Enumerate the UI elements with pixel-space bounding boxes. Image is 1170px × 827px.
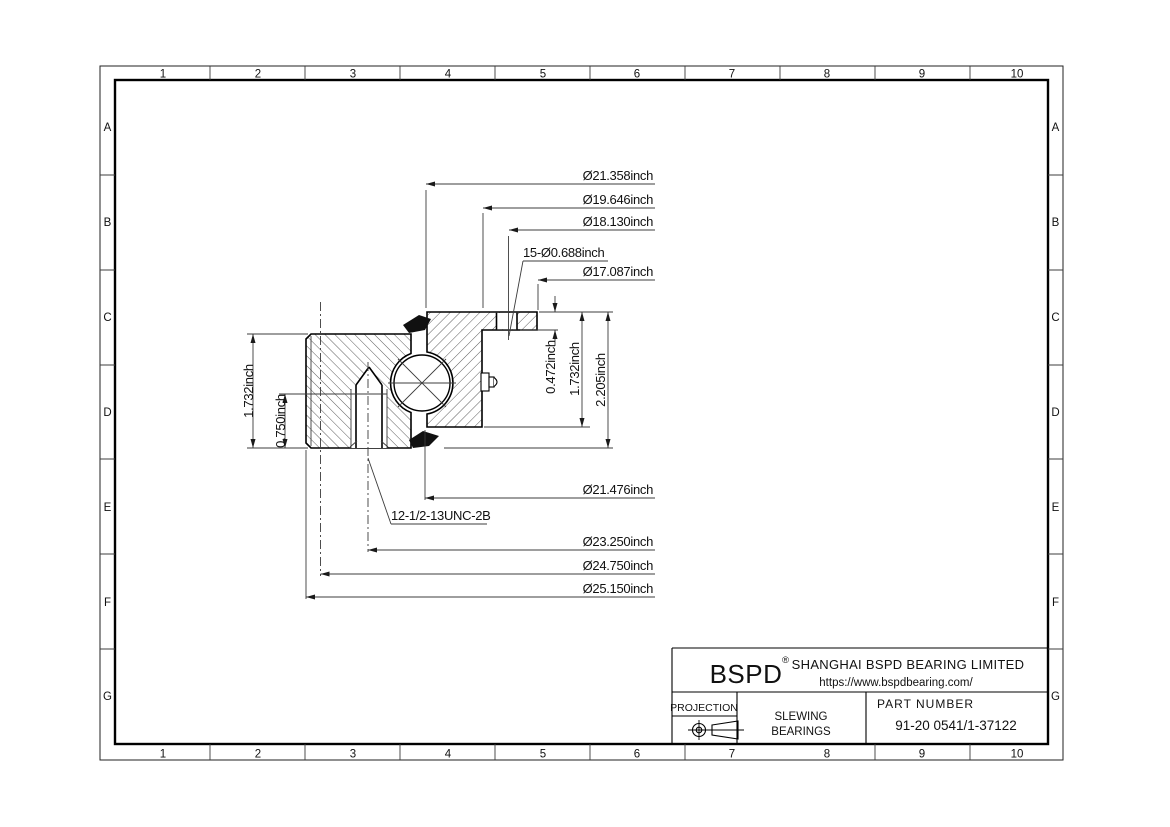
dimension-label-bore: Ø17.087inch (582, 264, 653, 279)
dimension-label-thread-spec: 12-1/2-13UNC-2B (391, 508, 491, 523)
grid-row-label: G (1051, 691, 1060, 703)
grid-row-label: E (1051, 502, 1060, 514)
dimension-label-bottom-raceway: Ø21.476inch (582, 482, 653, 497)
grid-column-label: 2 (254, 748, 262, 761)
dimension-label-inner-height: 1.732inch (567, 342, 582, 396)
dimension-label-thread-depth: 0.750inch (273, 394, 288, 448)
grid-row-label: A (103, 122, 112, 134)
grid-row-label: E (103, 502, 112, 514)
grid-row-label: A (1051, 122, 1060, 134)
part-number-label: PART NUMBER (877, 697, 975, 711)
dimension-label-thread-circle: Ø23.250inch (582, 534, 653, 549)
projection-label: PROJECTION (670, 702, 738, 714)
grid-row-label: F (1051, 597, 1060, 609)
grid-column-label: 8 (823, 68, 831, 81)
grease-fitting (481, 373, 497, 391)
company-name: SHANGHAI BSPD BEARING LIMITED (791, 657, 1025, 672)
grid-row-label: D (103, 407, 112, 419)
grid-row-label: D (1051, 407, 1060, 419)
grid-column-label: 1 (159, 68, 167, 81)
dimension-label-total-height: 2.205inch (593, 353, 608, 407)
grid-column-label: 4 (444, 748, 452, 761)
registered-trademark-icon: ® (782, 655, 789, 666)
part-number-value: 91-20 0541/1-37122 (895, 718, 1017, 733)
grid-row-label: C (103, 312, 112, 324)
grid-column-label: 10 (1010, 68, 1024, 81)
company-logo: BSPD (709, 659, 783, 689)
bearing-cross-section (306, 236, 537, 576)
grid-column-label: 10 (1010, 748, 1024, 761)
grid-column-label: 2 (254, 68, 262, 81)
dimension-label-mount-holes: 15-Ø0.688inch (523, 245, 605, 260)
first-angle-projection-icon (688, 720, 744, 740)
grid-column-label: 6 (633, 748, 641, 761)
grid-column-label: 6 (633, 68, 641, 81)
grid-column-label: 5 (539, 68, 547, 81)
grid-row-label: C (1051, 312, 1060, 324)
grid-row-label: F (103, 597, 112, 609)
grid-row-label: B (103, 217, 112, 229)
grid-column-label: 7 (728, 68, 736, 81)
dimension-lines-bottom (306, 458, 655, 597)
grid-column-label: 8 (823, 748, 831, 761)
dimension-label-flange-od: Ø19.646inch (582, 192, 653, 207)
flange-bolt-hole (497, 313, 518, 330)
dimension-label-outer-height: 1.732inch (241, 364, 256, 418)
grid-column-label: 1 (159, 748, 167, 761)
company-website: https://www.bspdbearing.com/ (819, 677, 973, 689)
dimension-label-outer-step: Ø24.750inch (582, 558, 653, 573)
grid-column-label: 4 (444, 68, 452, 81)
grid-row-label: B (1051, 217, 1060, 229)
grid-column-label: 3 (349, 68, 357, 81)
grid-column-label: 3 (349, 748, 357, 761)
dimension-label-outer-od: Ø25.150inch (582, 581, 653, 596)
grid-column-label: 9 (918, 68, 926, 81)
grid-column-label: 9 (918, 748, 926, 761)
product-name-line2: BEARINGS (771, 726, 831, 738)
dimension-label-flange-thickness: 0.472inch (543, 340, 558, 394)
bottom-seal (409, 431, 439, 448)
grid-column-label: 7 (728, 748, 736, 761)
dimension-label-bolt-circle: Ø18.130inch (582, 214, 653, 229)
grid-column-label: 5 (539, 748, 547, 761)
grid-row-label: G (103, 691, 112, 703)
product-name-line1: SLEWING (774, 711, 828, 723)
title-block (670, 648, 1048, 744)
dimension-label-top-od: Ø21.358inch (582, 168, 653, 183)
